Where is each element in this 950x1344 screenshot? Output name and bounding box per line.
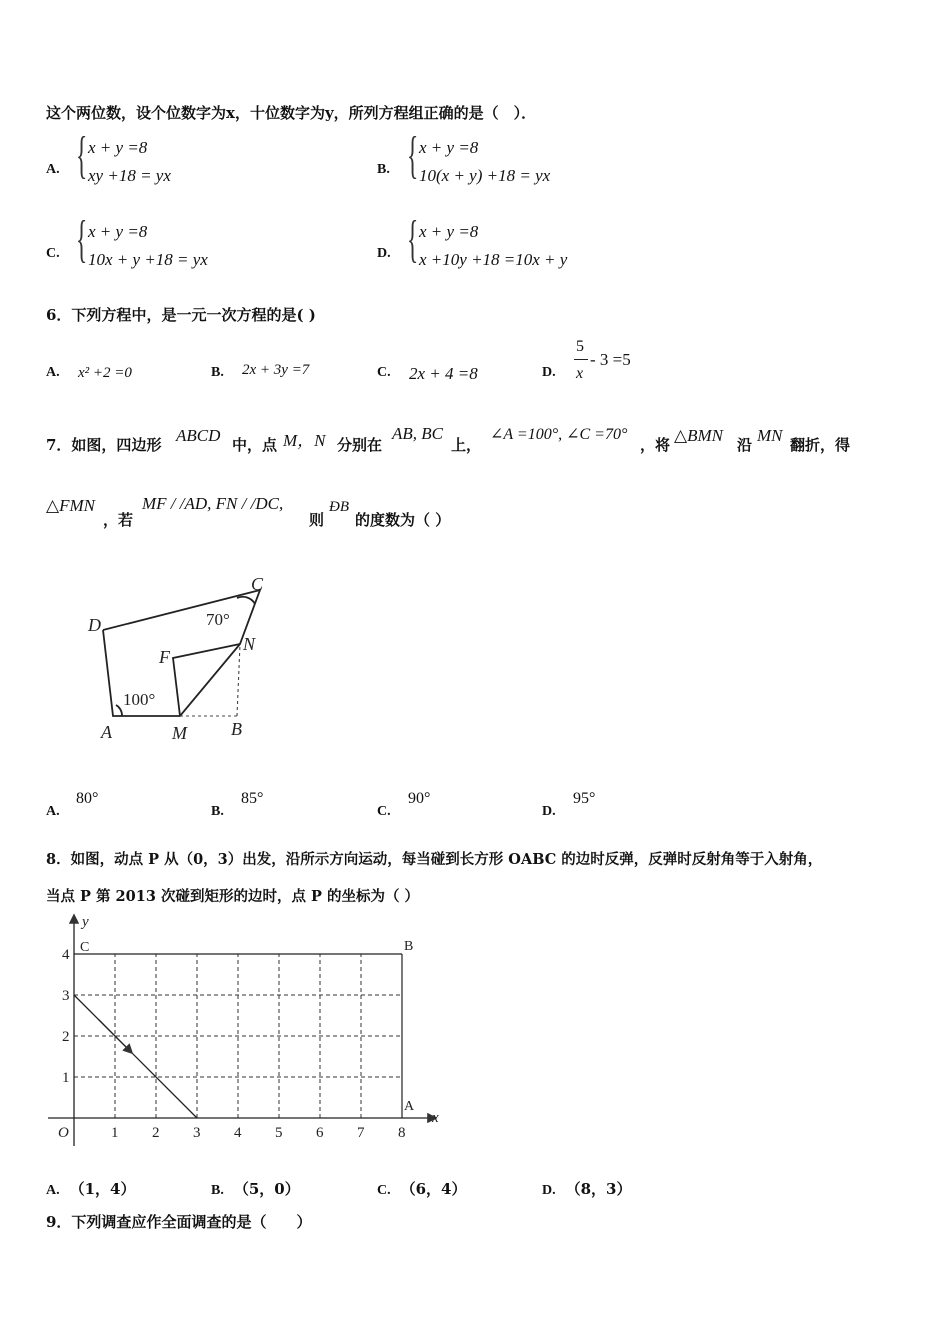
q7-stem-part1: 7．如图，四边形 [46, 436, 162, 454]
angle-c-value: 70° [206, 610, 230, 629]
q6-option-c-eq: 2x + 4 =8 [409, 364, 478, 383]
q5-option-d-eq1: x + y =8 [419, 222, 479, 241]
q6-option-a-label: A. [46, 365, 60, 380]
q7-line-mn: MN [757, 426, 783, 445]
corner-a-label: A [404, 1099, 415, 1114]
x-tick-7: 7 [357, 1125, 365, 1141]
y-tick-2: 2 [62, 1029, 70, 1045]
q7-triangle-bmn: △BMN [674, 426, 723, 445]
y-tick-4: 4 [62, 947, 70, 963]
q6-option-d-rest: - 3 =5 [590, 350, 631, 369]
q7-option-b-value: 85° [241, 790, 264, 807]
q5-option-d-eq2: x +10y +18 =10x + y [419, 250, 568, 269]
q7-stem-part10: 的度数为（ ） [355, 511, 451, 529]
q8-option-a-value: （1，4） [69, 1180, 136, 1198]
q8-option-b-value: （5，0） [233, 1180, 300, 1198]
q5-option-a-eq2: xy +18 = yx [88, 166, 171, 185]
q7-angle-b: ÐB [329, 499, 349, 515]
q7-points-mn: M，N [283, 431, 326, 450]
q8-option-d [542, 1178, 632, 1199]
q8-option-c-value: （6，4） [400, 1180, 467, 1198]
q8-option-a-label: A. [46, 1183, 60, 1198]
x-tick-8: 8 [398, 1125, 406, 1141]
q6-option-d-label: D. [542, 365, 556, 380]
q5-option-c-eq1: x + y =8 [88, 222, 148, 241]
q8-coordinate-figure [40, 910, 460, 1150]
dashed-bn [237, 644, 240, 716]
x-tick-4: 4 [234, 1125, 242, 1141]
label-n: N [243, 634, 256, 654]
q8-option-b-label: B. [211, 1183, 224, 1198]
q7-option-c-value: 90° [408, 790, 431, 807]
q5-option-b-eq1: x + y =8 [419, 138, 479, 157]
q8-option-c-label: C. [377, 1183, 391, 1198]
corner-b-label: B [404, 939, 414, 954]
motion-path [74, 995, 197, 1118]
q7-stem-part4: 上， [451, 436, 482, 454]
y-tick-3: 3 [62, 988, 70, 1004]
q7-option-a-value: 80° [76, 790, 99, 807]
q7-quad-abcd: ABCD [176, 426, 221, 445]
q7-stem-part5: ，将 [640, 436, 671, 454]
q8-option-a [46, 1178, 136, 1199]
angle-a-arc [116, 705, 122, 716]
q5-option-a-label: A. [46, 162, 60, 177]
q8-option-c [377, 1178, 467, 1199]
q7-stem-part3: 分别在 [337, 436, 383, 454]
q7-option-a-label: A. [46, 804, 60, 819]
angle-c-arc [237, 597, 255, 604]
q5-option-b-eq2: 10(x + y) +18 = yx [419, 166, 551, 185]
x-axis-label: x [432, 1110, 439, 1126]
q6-option-a-eq: x² +2 =0 [78, 365, 132, 381]
q7-option-b-label: B. [211, 804, 224, 819]
q5-option-c-label: C. [46, 246, 60, 261]
label-m: M [172, 723, 187, 743]
q7-triangle-fmn: △FMN [46, 496, 95, 515]
q7-stem-part6: 沿 [737, 436, 753, 454]
q8-stem-line2: 当点 P 第 2013 次碰到矩形的边时，点 P 的坐标为（ ） [46, 888, 419, 905]
label-b: B [231, 719, 242, 739]
q7-stem-part7: 翻折，得 [790, 436, 851, 454]
q7-option-d-label: D. [542, 804, 556, 819]
q5-stem: 这个两位数，设个位数字为x，十位数字为y，所列方程组正确的是（ ）． [46, 104, 537, 122]
q5-option-b-label: B. [377, 162, 390, 177]
q6-option-b-eq: 2x + 3y =7 [242, 362, 310, 378]
label-a: A [101, 722, 112, 742]
q6-option-c-label: C. [377, 365, 391, 380]
angle-a-value: 100° [123, 690, 156, 709]
x-tick-2: 2 [152, 1125, 160, 1141]
q5-option-a-eq1: x + y =8 [88, 138, 148, 157]
x-tick-3: 3 [193, 1125, 201, 1141]
q6-option-d-fraction-bar [574, 359, 588, 360]
q7-option-c-label: C. [377, 804, 391, 819]
q7-quadrilateral-figure [80, 568, 290, 746]
q8-stem-line1: 8．如图，动点 P 从（0，3）出发，沿所示方向运动，每当碰到长方形 OABC 的边时反弹，反弹时反射角等于入射角， [46, 851, 823, 868]
corner-c-label: C [80, 940, 90, 955]
q8-plot-area [48, 914, 439, 1146]
q8-option-d-value: （8，3） [565, 1180, 632, 1198]
x-tick-6: 6 [316, 1125, 324, 1141]
label-f: F [159, 647, 170, 667]
q7-parallel-conditions: MF / /AD, FN / /DC, [142, 494, 284, 513]
q7-sides: AB, BC [392, 424, 443, 443]
q9-stem: 9．下列调查应作全面调查的是（ ） [46, 1213, 312, 1231]
q7-stem-part2: 中，点 [232, 436, 278, 454]
q8-option-d-label: D. [542, 1183, 556, 1198]
q5-option-d-label: D. [377, 246, 391, 261]
x-tick-1: 1 [111, 1125, 119, 1141]
q7-option-d-value: 95° [573, 790, 596, 807]
q5-option-c-eq2: 10x + y +18 = yx [88, 250, 208, 269]
x-tick-5: 5 [275, 1125, 283, 1141]
q8-option-b [211, 1178, 300, 1199]
label-c: C [251, 574, 264, 594]
label-d: D [88, 615, 101, 635]
q6-option-d-denominator: x [576, 365, 584, 382]
q7-stem-part9: 则 [309, 511, 325, 529]
q7-stem-part8: ，若 [103, 511, 134, 529]
q5-option-b-brace: { [407, 127, 419, 184]
q6-option-d-numerator: 5 [576, 338, 584, 355]
y-axis-label: y [82, 914, 89, 930]
q5-option-c-brace: { [76, 211, 88, 268]
origin-label: O [58, 1125, 69, 1141]
y-tick-1: 1 [62, 1070, 70, 1086]
q5-option-a-brace: { [76, 127, 88, 184]
q7-angles: ∠A =100°, ∠C =70° [490, 426, 628, 443]
q6-stem: 6．下列方程中，是一元一次方程的是( ) [46, 306, 316, 324]
q5-option-d-brace: { [407, 211, 419, 268]
q6-option-b-label: B. [211, 365, 224, 380]
